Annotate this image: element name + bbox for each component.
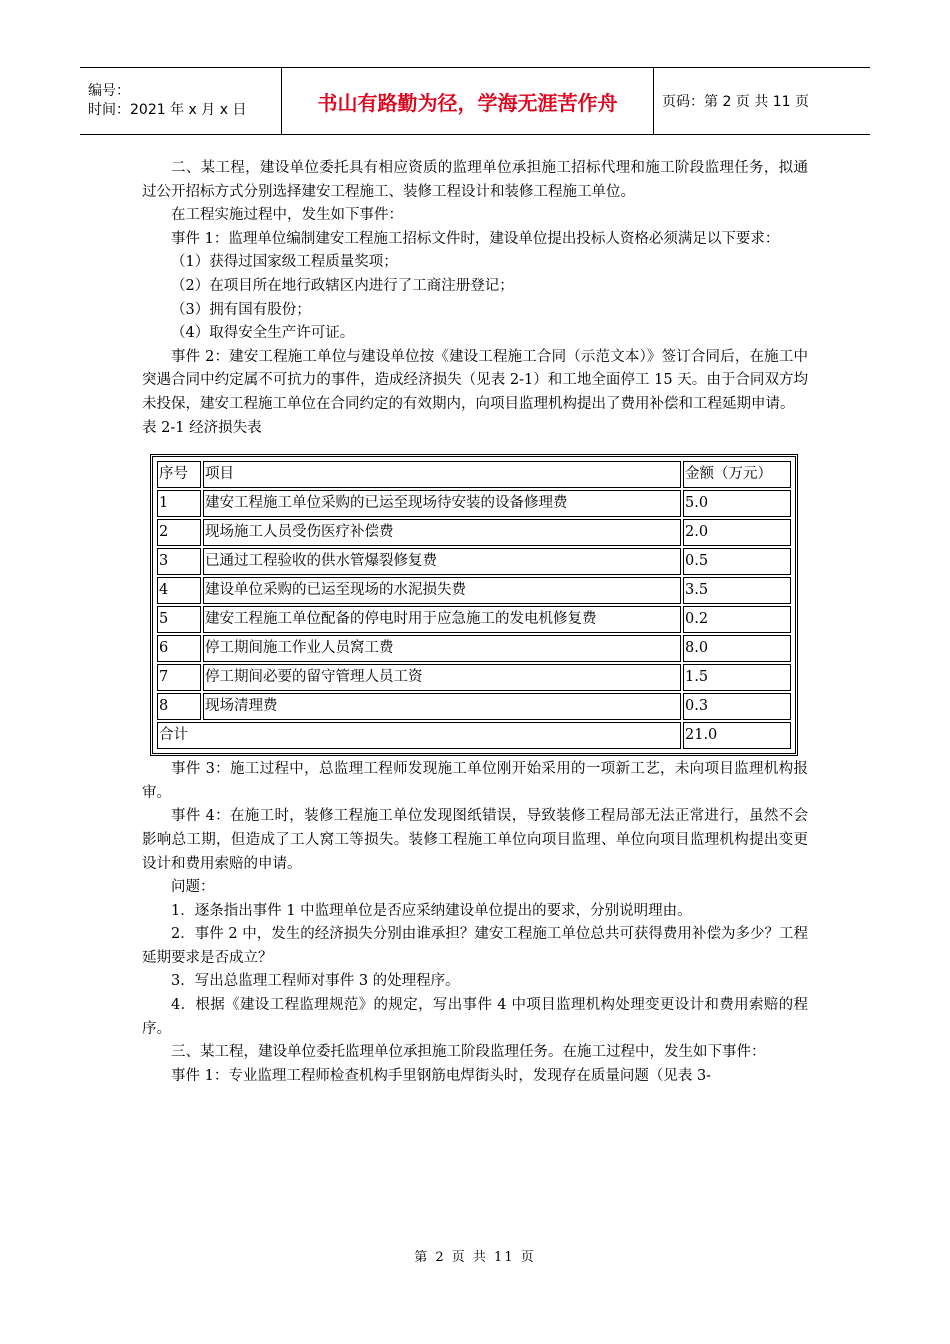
total-label: 合计 (157, 722, 681, 749)
row-item-cell: 现场施工人员受伤医疗补偿费 (203, 519, 681, 546)
row-index-cell: 8 (157, 693, 201, 720)
row-index-cell: 4 (157, 577, 201, 604)
row-index-cell: 5 (157, 606, 201, 633)
paragraph: 问题： (171, 879, 215, 896)
header-page-info: 页码：第 2 页 共 11 页 (662, 94, 809, 110)
table-row (157, 693, 791, 720)
paragraph: 2．事件 2 中，发生的经济损失分别由谁承担？建安工程施工单位总共可获得费用补偿为多少？工程延期要求是否成立？ (142, 926, 808, 966)
paragraph: 4．根据《建设工程监理规范》的规定，写出事件 4 中项目监理机构处理变更设计和费用索赔的程序。 (142, 997, 808, 1037)
paragraph: （1）获得过国家级工程质量奖项； (171, 254, 398, 271)
row-index-cell: 7 (157, 664, 201, 691)
paragraphs-after-table (142, 758, 808, 1088)
row-amount-cell: 0.5 (683, 548, 791, 575)
row-amount-cell: 5.0 (683, 490, 791, 517)
paragraph: 事件 2：建安工程施工单位与建设单位按《建设工程施工合同（示范文本）》签订合同后，在施工中突遇合同中约定属不可抗力的事件，造成经济损失（见表 2-1）和工地全面停工 15 天。由于合同双方均未投保，建安工程施工单位在合同约定的有效期内，向项目监理机构提出了费用补偿和工程延期申请。 (142, 348, 808, 412)
row-item-cell: 现场清理费 (203, 693, 681, 720)
paragraph: 事件 4：在施工时，装修工程施工单位发现图纸错误，导致装修工程局部无法正常进行，虽然不会影响总工期，但造成了工人窝工等损失。装修工程施工单位向项目监理、单位向项目监理机构提出变更设计和费用索赔的申请。 (142, 808, 808, 872)
paragraph: 1．逐条指出事件 1 中监理单位是否应采纳建设单位提出的要求，分别说明理由。 (171, 902, 692, 919)
header-motto-cell (282, 68, 654, 134)
paragraph: 表 2-1 经济损失表 (142, 419, 262, 436)
row-item-cell: 建安工程施工单位采购的已运至现场待安装的设备修理费 (203, 490, 681, 517)
header-cell-amount: 金额（万元） (683, 461, 791, 488)
page-footer: 第 2 页 共 11 页 (414, 1250, 536, 1265)
row-index-cell: 3 (157, 548, 201, 575)
row-item-cell: 建安工程施工单位配备的停电时用于应急施工的发电机修复费 (203, 606, 681, 633)
header-meta (80, 68, 282, 134)
header-cell-item: 项目 (203, 461, 681, 488)
page-header (80, 67, 870, 135)
paragraph: 事件 3：施工过程中，总监理工程师发现施工单位刚开始采用的一项新工艺，未向项目监理机构报审。 (142, 761, 808, 801)
table-header-row (157, 461, 791, 488)
document-date: 时间：2021 年 x 月 x 日 (88, 102, 247, 118)
paragraph: （3）拥有国有股份； (171, 301, 311, 318)
row-amount-cell: 8.0 (683, 635, 791, 662)
table-row (157, 635, 791, 662)
row-index-cell: 1 (157, 490, 201, 517)
row-index-cell: 2 (157, 519, 201, 546)
row-item-cell: 停工期间必要的留守管理人员工资 (203, 664, 681, 691)
document-body (142, 157, 808, 1088)
document-number-label: 编号： (88, 83, 130, 99)
table-row (157, 490, 791, 517)
paragraph: 事件 1：监理单位编制建安工程施工招标文件时，建设单位提出投标人资格必须满足以下要求： (171, 230, 780, 247)
row-amount-cell: 0.3 (683, 693, 791, 720)
row-index-cell: 6 (157, 635, 201, 662)
row-amount-cell: 0.2 (683, 606, 791, 633)
table-row (157, 664, 791, 691)
paragraph: 二、某工程，建设单位委托具有相应资质的监理单位承担施工招标代理和施工阶段监理任务，拟通过公开招标方式分别选择建安工程施工、装修工程设计和装修工程施工单位。 (142, 160, 808, 200)
paragraphs-before-table (142, 157, 808, 440)
table-total-row (157, 722, 791, 749)
header-cell-index: 序号 (157, 461, 201, 488)
row-item-cell: 建设单位采购的已运至现场的水泥损失费 (203, 577, 681, 604)
header-page-info-cell (654, 68, 870, 134)
paragraph: 在工程实施过程中，发生如下事件： (171, 207, 403, 224)
table-row (157, 519, 791, 546)
row-item-cell: 停工期间施工作业人员窝工费 (203, 635, 681, 662)
economic-loss-table (155, 459, 793, 751)
table-row (157, 606, 791, 633)
paragraph: 事件 1：专业监理工程师检查机构手里钢筋电焊街头时，发现存在质量问题（见表 3- (171, 1067, 712, 1084)
paragraph: （2）在项目所在地行政辖区内进行了工商注册登记； (171, 277, 514, 294)
paragraph: 3．写出总监理工程师对事件 3 的处理程序。 (171, 973, 460, 990)
table-row (157, 548, 791, 575)
header-motto: 书山有路勤为径，学海无涯苦作舟 (317, 90, 618, 115)
row-amount-cell: 2.0 (683, 519, 791, 546)
loss-table-frame (150, 454, 798, 756)
total-value: 21.0 (683, 722, 791, 749)
row-amount-cell: 3.5 (683, 577, 791, 604)
paragraph: 三、某工程，建设单位委托监理单位承担施工阶段监理任务。在施工过程中，发生如下事件： (171, 1044, 766, 1061)
row-amount-cell: 1.5 (683, 664, 791, 691)
paragraph: （4）取得安全生产许可证。 (171, 325, 355, 342)
row-item-cell: 已通过工程验收的供水管爆裂修复费 (203, 548, 681, 575)
table-row (157, 577, 791, 604)
